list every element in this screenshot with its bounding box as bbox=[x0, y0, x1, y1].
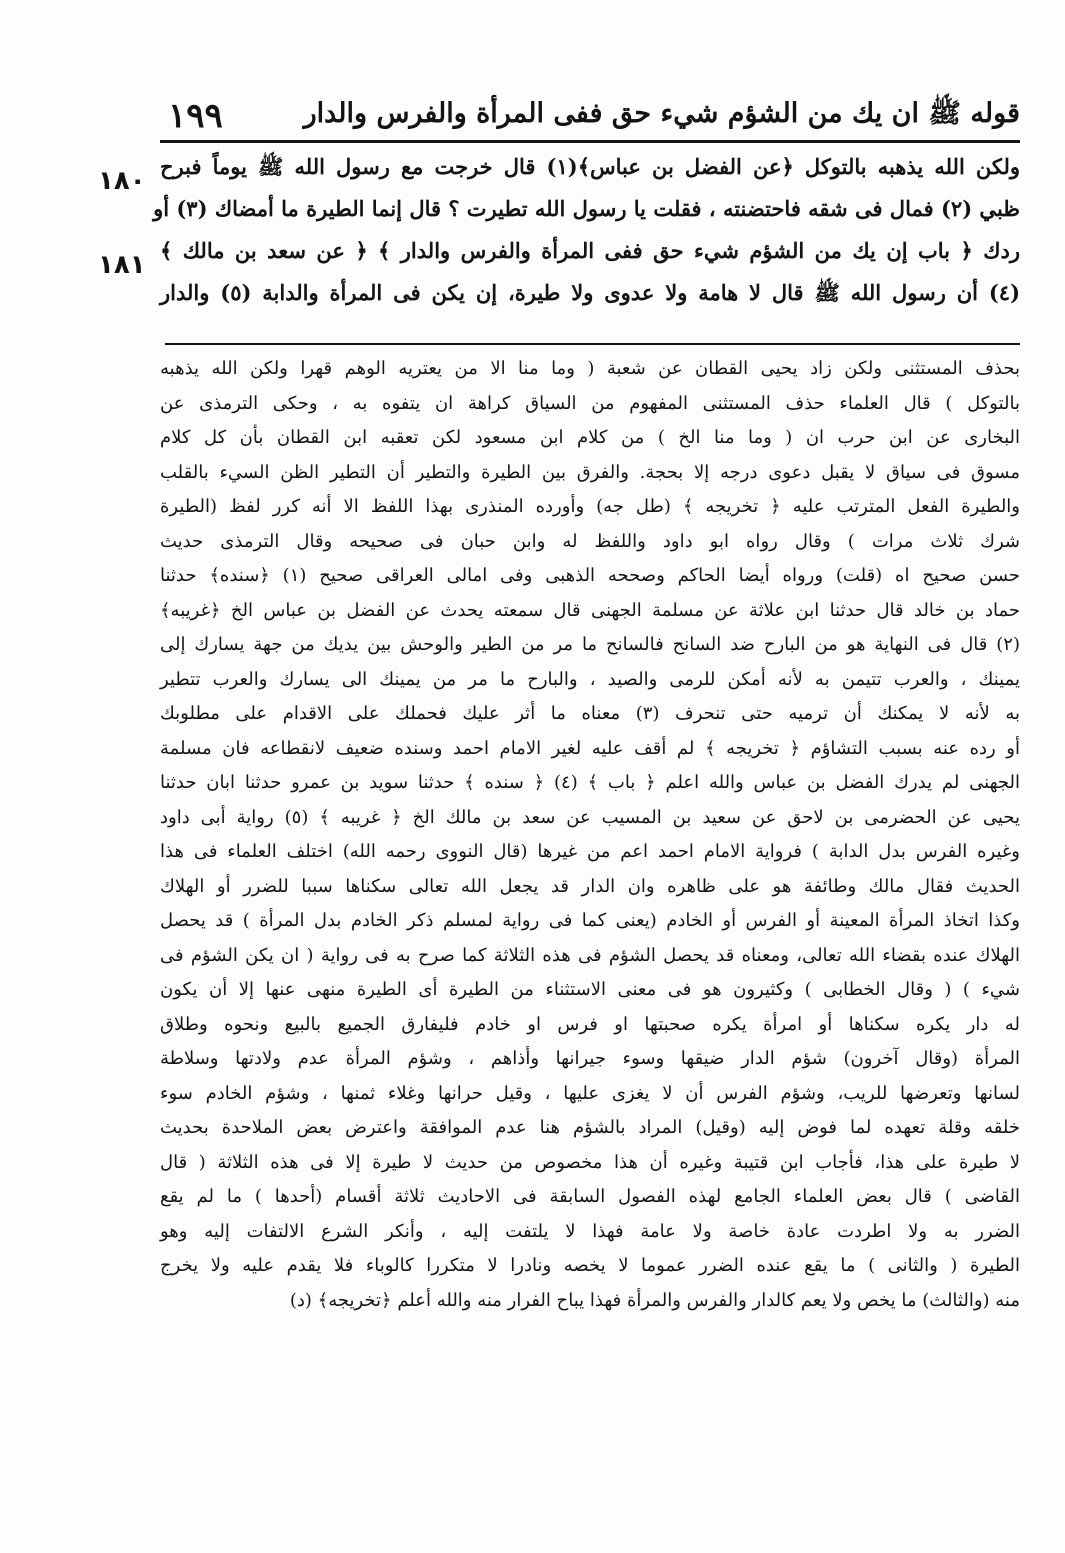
footnote-line: (٢) قال فى النهاية هو من البارح ضد السانح فالسانح ما مر من الطير والوحش بين يديك من جهة يسارك إلى bbox=[160, 634, 1020, 655]
main-text bbox=[153, 146, 1020, 314]
footnote-line: وكذا اتخاذ المرأة المعينة أو الفرس أو الخادم (يعنى كما فى رواية لمسلم ذكر الخادم بدل المرأة ) قد يحصل bbox=[160, 910, 1020, 931]
footnote-line: بالتوكل ) قال العلماء حذف المستثنى المفهوم من السياق كراهة ان يتفوه به ، وحكى الترمذى عن bbox=[160, 392, 1020, 414]
footnote-line: أو رده عنه بسبب التشاؤم ﴿ تخريجه ﴾ لم أقف عليه لغير الامام احمد وسنده ضعيف لانقطاعه فان مسلمة bbox=[160, 737, 1020, 759]
footnotes bbox=[160, 352, 1020, 1318]
footnote-line: شرك ثلاث مرات ) وقال رواه ابو داود واللفظ له وابن حبان فى صحيحه وقال الترمذى حديث bbox=[160, 530, 1020, 552]
main-text-line: ردك ﴿ باب إن يك من الشؤم شيء حق ففى المرأة والفرس والدار ﴾ ﴿ عن سعد بن مالك ﴾ bbox=[160, 238, 1020, 263]
footnote-line: شيء ) ( وقال الخطابى ) وكثيرون هو فى معنى الاستثناء من الطيرة أى الطيرة منهى عنها إلا أن يكون bbox=[160, 979, 1020, 1000]
footnote-line: مسوق فى سياق لا يقبل دعوى درجه إلا بحجة. والفرق بين الطيرة والتطير أن التطير الظن السيء بالقلب bbox=[160, 461, 1020, 483]
footnote-line: والطيرة الفعل المترتب عليه ﴿ تخريجه ﴾ (طل جه) وأورده المنذرى بهذا اللفظ الا أنه كرر لفظ (الطيرة bbox=[160, 496, 1020, 517]
footnote-line: الحديث فقال مالك وطائفة هو على ظاهره وان الدار قد يجعل الله تعالى سكناها سببا للضرر أو الهلاك bbox=[160, 875, 1020, 897]
running-title: قوله ﷺ ان يك من الشؤم شيء حق ففى المرأة والفرس والدار bbox=[303, 98, 1020, 129]
main-text-line: (٤) أن رسول الله ﷺ قال لا هامة ولا عدوى ولا طيرة، إن يكن فى المرأة والدابة (٥) والدار bbox=[160, 280, 1020, 305]
footnote-line: لا طيرة على هذا، فأجاب ابن قتيبة وغيره أن هذا مخصوص من حديث لا طيرة إلا فى هذه الثلاثة ( قال bbox=[160, 1151, 1020, 1173]
footnote-line: الجهنى لم يدرك الفضل بن عباس والله اعلم ﴿ باب ﴾ (٤) ﴿ سنده ﴾ حدثنا سويد بن عمرو حدثنا ابان حدثنا bbox=[160, 772, 1020, 793]
main-text-line: ولكن الله يذهبه بالتوكل ﴿عن الفضل بن عباس﴾(١) قال خرجت مع رسول الله ﷺ يوماً فبرح bbox=[160, 154, 1020, 179]
main-text-line: ظبي (٢) فمال فى شقه فاحتضنته ، فقلت يا رسول الله تطيرت ؟ قال إنما الطيرة ما أمضاك (٣) أو bbox=[153, 196, 1020, 221]
footnote-line: بحذف المستثنى ولكن زاد يحيى القطان عن شعبة ( وما منا الا من يعتريه الوهم قهرا ولكن الله يذهبه bbox=[160, 358, 1020, 379]
footnote-line: الضرر به ولا اطردت عادة خاصة ولا عامة فهذا لا يلتفت إليه ، وأنكر الشرع الالتفات إليه وهو bbox=[160, 1220, 1020, 1242]
footnote-line: حماد بن خالد قال حدثنا ابن علاثة عن مسلمة الجهنى قال سمعته يحدث عن الفضل بن عباس الخ ﴿غريبه﴾ bbox=[160, 599, 1020, 621]
footnote-separator bbox=[165, 343, 1020, 345]
footnote-line: له دار يكره سكناها أو امرأة يكره صحبتها او فرس او خادم فليفارق الجميع بالبيع ونحوه وطلاق bbox=[160, 1013, 1020, 1035]
footnote-line: خلقه وقلة تعهده لما فوض إليه (وقيل) المراد بالشؤم هنا عدم الموافقة واعترض بعض الملاحدة بحديث bbox=[160, 1117, 1020, 1138]
footnote-line: منه (والثالث) ما يخص ولا يعم كالدار والفرس والمرأة فهذا يباح الفرار منه والله أعلم ﴿تخريجه﴾ (د) bbox=[289, 1289, 1020, 1311]
footnote-line: يمينك ، والعرب تتيمن به لأنه أمكن للرمى والصيد ، والبارح ما مر من يمينك الى يسارك والعرب تتطير bbox=[160, 668, 1020, 690]
footnote-line: الهلاك عنده بقضاء الله تعالى، ومعناه قد يحصل الشؤم فى هذه الثلاثة كما صرح به فى رواية ( ان يكن الشؤم فى bbox=[160, 944, 1020, 966]
hadith-number: ١٨١ bbox=[98, 250, 146, 280]
footnote-line: وغيره الفرس بدل الدابة ) فرواية الامام احمد اعم من غيرها (قال النووى رحمه الله) اختلف العلماء فى هذا bbox=[160, 841, 1020, 862]
footnote-line: به لأنه لا يمكنك أن ترميه حتى تنحرف (٣) معناه ما أثر عليك فحملك على الاقدام على مطلوبك bbox=[160, 703, 1021, 724]
footnote-line: القاضى ) قال بعض العلماء الجامع لهذه الفصول السابقة فى الاحاديث ثلاثة أقسام (أحدها ) ما لم يقع bbox=[160, 1186, 1020, 1207]
footnote-line: لسانها وتعرضها للريب، وشؤم الفرس أن لا يغزى عليها ، وقيل حرانها وغلاء ثمنها ، وشؤم الخادم سوء bbox=[160, 1082, 1020, 1104]
footnote-line: الطيرة ( والثانى ) ما يقع عنده الضرر عموما لا يخصه ونادرا لا متكررا كالوباء فلا يقدم عليه ولا يخرج bbox=[160, 1255, 1020, 1276]
footnote-line: حسن صحيح اه (قلت) ورواه أيضا الحاكم وصححه الذهبى وفى امالى العراقى صحيح (١) ﴿سنده﴾ حدثنا bbox=[160, 565, 1021, 586]
footnote-line: المرأة (وقال آخرون) شؤم الدار ضيقها وسوء جيرانها وأذاهم ، وشؤم المرأة عدم ولادتها وسلاطة bbox=[160, 1048, 1020, 1069]
hadith-number: ١٨٠ bbox=[98, 166, 146, 196]
page-number: ١٩٩ bbox=[168, 96, 223, 136]
footnote-line: البخارى عن ابن حرب ان ( وما منا الخ ) من كلام ابن مسعود لكن تعقبه ابن القطان بأن كل كلام bbox=[160, 427, 1020, 448]
page-header bbox=[160, 92, 1020, 143]
footnote-line: يحيى عن الحضرمى بن لاحق عن سعيد بن المسيب عن سعد بن مالك الخ ﴿ غريبه ﴾ (٥) رواية أبى داود bbox=[160, 806, 1020, 828]
